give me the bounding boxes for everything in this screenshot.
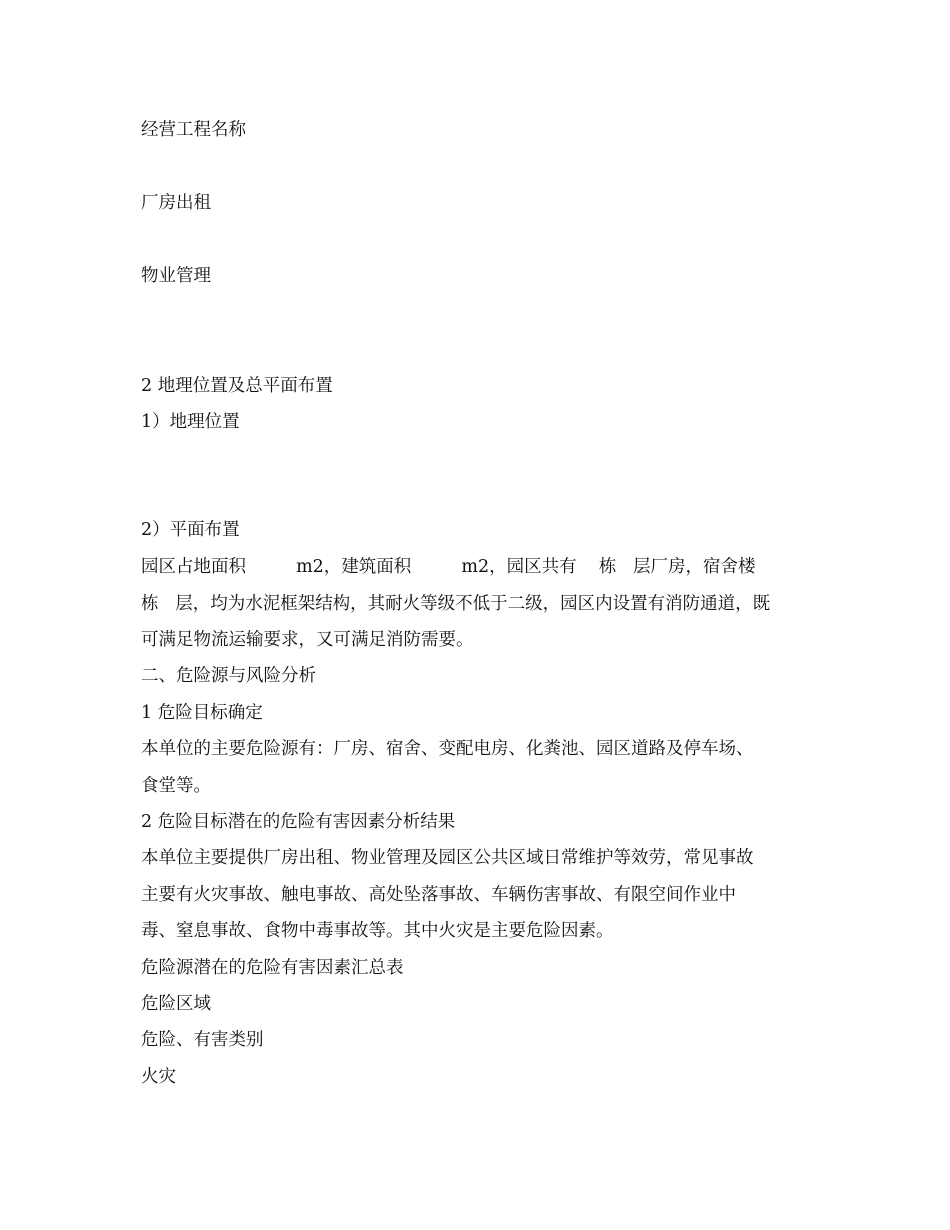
section-heading: 2 地理位置及总平面布置: [141, 376, 333, 396]
paragraph-line: 栋 层，均为水泥框架结构，其耐火等级不低于二级，园区内设置有消防通道，既: [141, 594, 771, 614]
paragraph-line: 园区占地面积 m2，建筑面积 m2，园区共有 栋 层厂房，宿舍楼: [141, 557, 756, 577]
paragraph-line: 主要有火灾事故、触电事故、高处坠落事故、车辆伤害事故、有限空间作业中: [141, 885, 736, 905]
table-title: 危险源潜在的危险有害因素汇总表: [141, 958, 404, 978]
text-line: 物业管理: [141, 266, 211, 286]
text-line: 经营工程名称: [141, 120, 246, 140]
subsection-heading: 1）地理位置: [141, 412, 240, 432]
table-header-cell: 危险、有害类别: [141, 1030, 264, 1050]
paragraph-line: 毒、窒息事故、食物中毒事故等。其中火灾是主要危险因素。: [141, 921, 614, 941]
subsection-heading: 2）平面布置: [141, 520, 240, 540]
table-header-cell: 危险区域: [141, 994, 211, 1014]
paragraph-line: 食堂等。: [141, 776, 211, 796]
paragraph-line: 可满足物流运输要求，又可满足消防需要。: [141, 630, 474, 650]
subsection-heading: 1 危险目标确定: [141, 703, 263, 723]
text-line: 厂房出租: [141, 193, 211, 213]
paragraph-line: 本单位的主要危险源有：厂房、宿舍、变配电房、化粪池、园区道路及停车场、: [141, 739, 754, 759]
section-heading: 二、危险源与风险分析: [141, 666, 316, 686]
paragraph-line: 本单位主要提供厂房出租、物业管理及园区公共区域日常维护等效劳，常见事故: [141, 848, 754, 868]
subsection-heading: 2 危险目标潜在的危险有害因素分析结果: [141, 812, 456, 832]
table-cell: 火灾: [141, 1067, 176, 1087]
